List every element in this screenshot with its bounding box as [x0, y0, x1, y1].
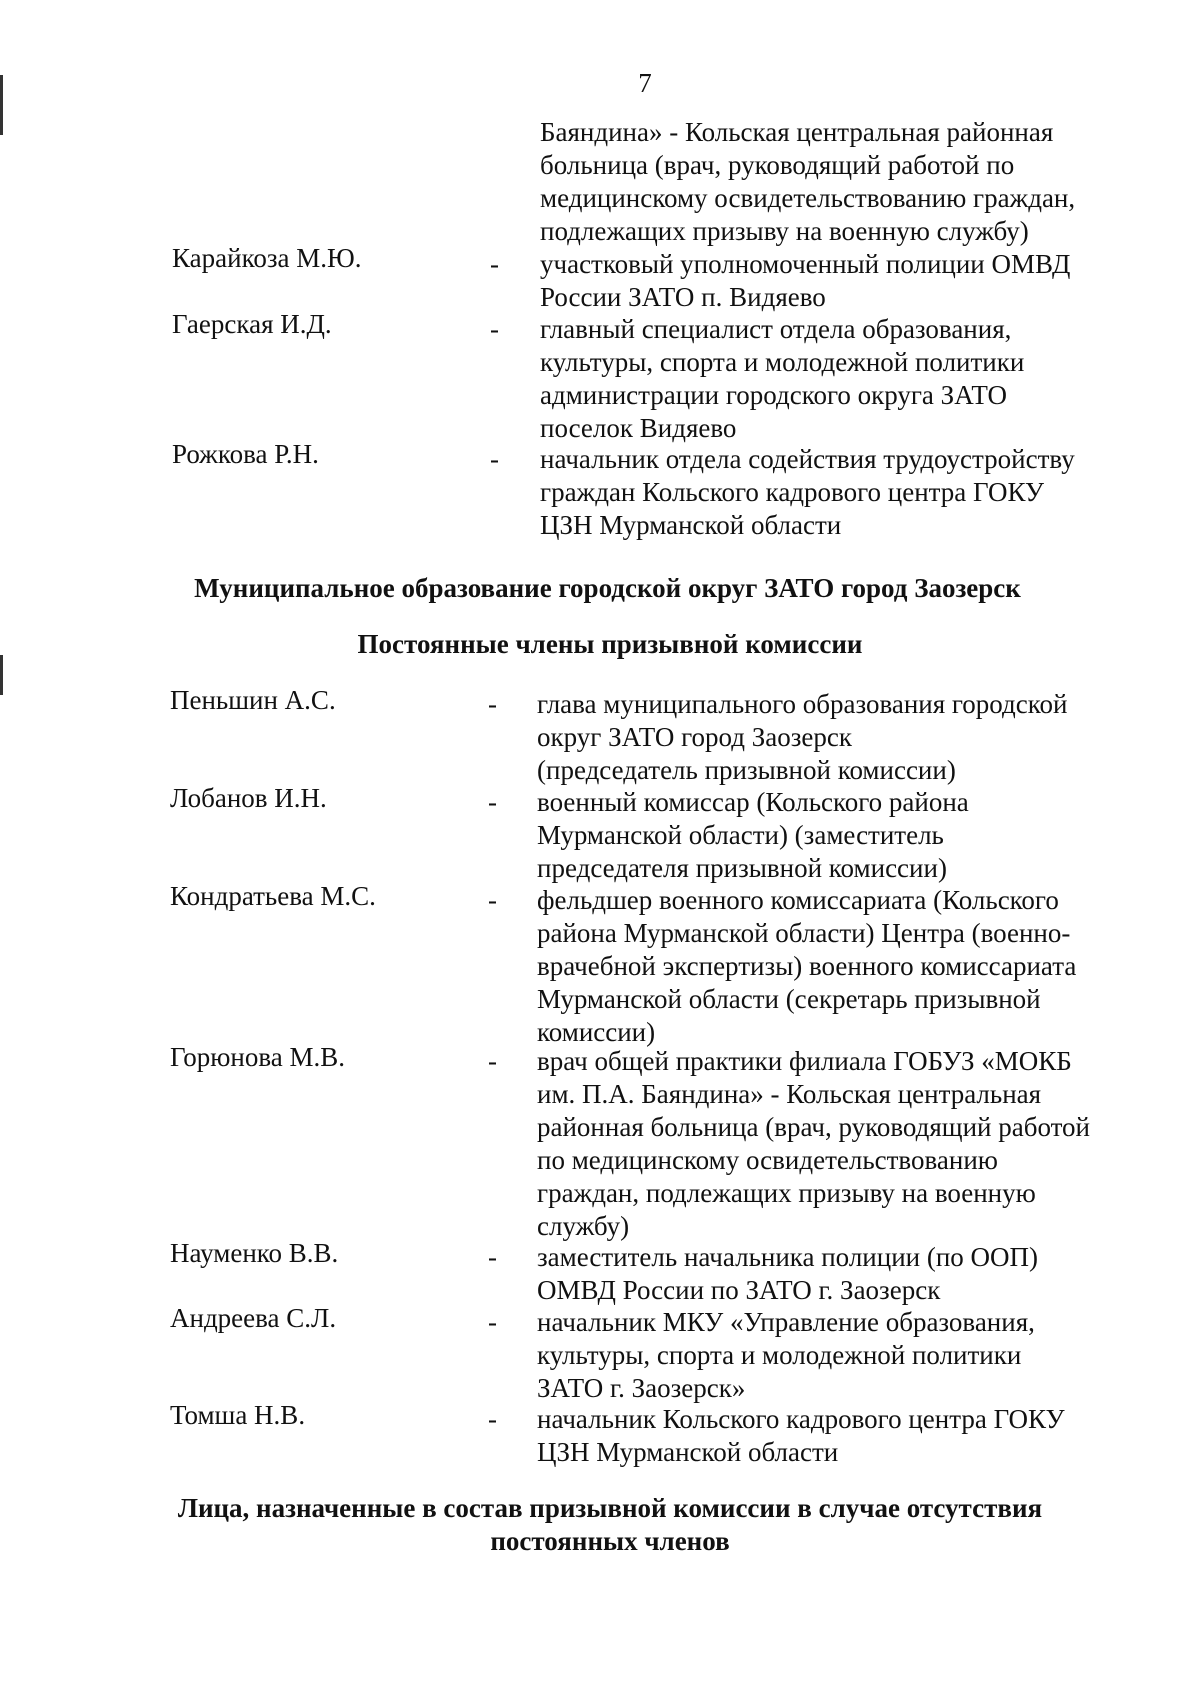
- text-line: Баяндина» - Кольская центральная районная: [540, 117, 1054, 147]
- text-line: главный специалист отдела образования,: [540, 314, 1012, 344]
- text-line: Мурманской области (секретарь призывной: [537, 984, 1041, 1014]
- text-line: врач общей практики филиала ГОБУЗ «МОКБ: [537, 1046, 1072, 1076]
- section-heading: [0, 1492, 1200, 1558]
- text-line: округ ЗАТО город Заозерск: [537, 722, 852, 752]
- text-line: граждан Кольского кадрового центра ГОКУ: [540, 477, 1045, 507]
- member-role: [537, 1306, 1035, 1405]
- text-line: им. П.А. Баяндина» - Кольская центральная: [537, 1079, 1042, 1109]
- dash-separator: -: [488, 1307, 497, 1337]
- section-heading: [0, 572, 1200, 605]
- member-name: Карайкоза М.Ю.: [172, 243, 362, 273]
- text-line: фельдшер военного комиссариата (Кольского: [537, 885, 1059, 915]
- text-line: участковый уполномоченный полиции ОМВД: [540, 249, 1071, 279]
- heading-municipality: Муниципальное образование городской округ ЗАТО город Заозерск: [194, 573, 1021, 603]
- member-role: [540, 313, 1024, 445]
- member-role: [540, 248, 1070, 314]
- text-line: (председатель призывной комиссии): [537, 755, 956, 785]
- member-role: [537, 1241, 1038, 1307]
- dash-separator: -: [490, 314, 499, 344]
- member-role: [537, 1403, 1065, 1469]
- text-line: России ЗАТО п. Видяево: [540, 282, 826, 312]
- text-line: культуры, спорта и молодежной политики: [537, 1340, 1022, 1370]
- member-name: Рожкова Р.Н.: [172, 439, 319, 469]
- text-line: районная больница (врач, руководящий работой: [537, 1112, 1090, 1142]
- continuation-text: [540, 116, 1075, 248]
- dash-separator: -: [490, 444, 499, 474]
- member-role: [537, 1045, 1090, 1243]
- dash-separator: -: [488, 787, 497, 817]
- text-line: района Мурманской области) Центра (военно-: [537, 918, 1071, 948]
- text-line: комиссии): [537, 1017, 656, 1047]
- member-name: Томша Н.В.: [170, 1400, 306, 1430]
- member-name: Лобанов И.Н.: [170, 783, 327, 813]
- member-role: [537, 884, 1076, 1049]
- text-line: медицинскому освидетельствованию граждан,: [540, 183, 1076, 213]
- text-line: ЗАТО г. Заозерск»: [537, 1373, 746, 1403]
- page-number: 7: [638, 68, 652, 98]
- heading-permanent-members: Постоянные члены призывной комиссии: [357, 629, 863, 659]
- text-line: начальник Кольского кадрового центра ГОКУ: [537, 1404, 1065, 1434]
- dash-separator: -: [488, 1404, 497, 1434]
- text-line: начальник МКУ «Управление образования,: [537, 1307, 1035, 1337]
- text-line: культуры, спорта и молодежной политики: [540, 347, 1025, 377]
- text-line: ЦЗН Мурманской области: [540, 510, 842, 540]
- text-line: ЦЗН Мурманской области: [537, 1437, 839, 1467]
- text-line: военный комиссар (Кольского района: [537, 787, 969, 817]
- member-name: Кондратьева М.С.: [170, 881, 376, 911]
- dash-separator: -: [488, 1242, 497, 1272]
- section-heading: [0, 628, 1200, 661]
- text-line: начальник отдела содействия трудоустройству: [540, 444, 1075, 474]
- text-line: администрации городского округа ЗАТО: [540, 380, 1007, 410]
- scan-edge-mark: [0, 655, 3, 695]
- text-line: Мурманской области) (заместитель: [537, 820, 944, 850]
- dash-separator: -: [488, 1046, 497, 1076]
- member-name: Андреева С.Л.: [170, 1303, 337, 1333]
- member-name: Гаерская И.Д.: [172, 309, 332, 339]
- text-line: глава муниципального образования городской: [537, 689, 1068, 719]
- text-line: службу): [537, 1211, 630, 1241]
- member-name: Науменко В.В.: [170, 1238, 339, 1268]
- dash-separator: -: [488, 689, 497, 719]
- heading-substitutes-line1: Лица, назначенные в состав призывной комиссии в случае отсутствия: [177, 1493, 1043, 1523]
- member-role: [537, 688, 1067, 787]
- text-line: больница (врач, руководящий работой по: [540, 150, 1015, 180]
- member-name: Горюнова М.В.: [170, 1042, 345, 1072]
- text-line: врачебной экспертизы) военного комиссариата: [537, 951, 1077, 981]
- text-line: поселок Видяево: [540, 413, 737, 443]
- text-line: ОМВД России по ЗАТО г. Заозерск: [537, 1275, 941, 1305]
- text-line: председателя призывной комиссии): [537, 853, 947, 883]
- dash-separator: -: [488, 885, 497, 915]
- heading-substitutes-line2: постоянных членов: [490, 1526, 730, 1556]
- text-line: граждан, подлежащих призыву на военную: [537, 1178, 1036, 1208]
- member-role: [540, 443, 1075, 542]
- dash-separator: -: [490, 249, 499, 279]
- text-line: подлежащих призыву на военную службу): [540, 216, 1029, 246]
- member-role: [537, 786, 969, 885]
- member-name: Пеньшин А.С.: [170, 685, 336, 715]
- text-line: заместитель начальника полиции (по ООП): [537, 1242, 1039, 1272]
- text-line: по медицинскому освидетельствованию: [537, 1145, 998, 1175]
